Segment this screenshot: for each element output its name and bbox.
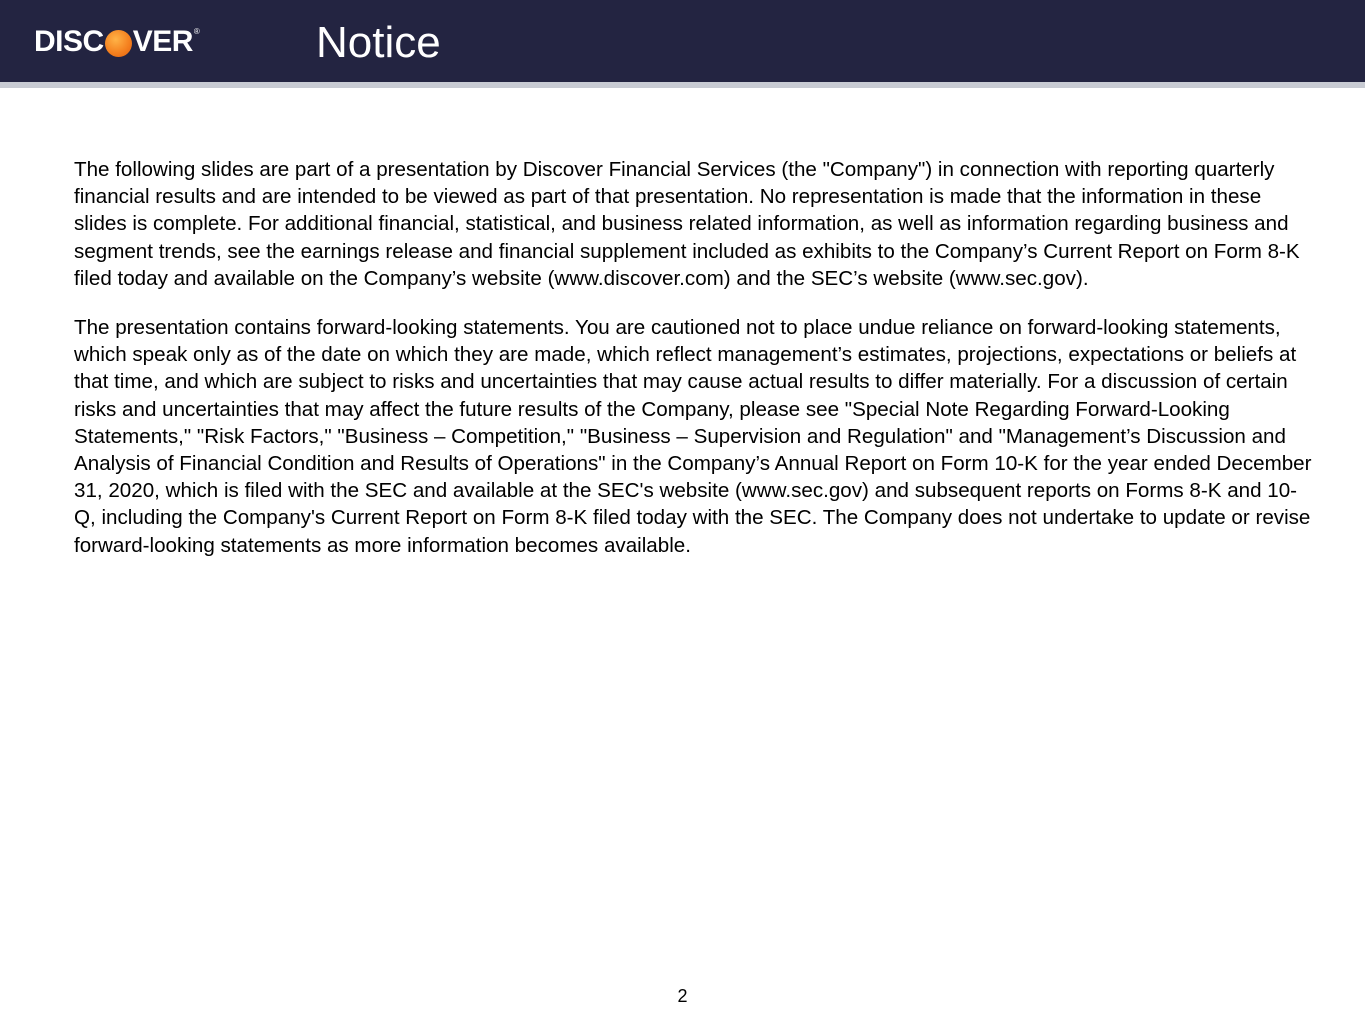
logo-registered-mark: ®	[193, 27, 200, 36]
notice-body	[74, 156, 1314, 581]
discover-logo	[34, 26, 199, 58]
paragraph-forward-looking-statements: The presentation contains forward-looking statements. You are cautioned not to place undue reliance on forward-looking statements, which speak only as of the date on which they are made, which reflect management’s estimates, projections, expectations or beliefs at that time, and which are subject to risks and uncertainties that may cause actual results to differ materially. For a discussion of certain risks and uncertainties that may affect the future results of the Company, please see "Special Note Regarding Forward-Looking Statements," "Risk Factors," "Business – Competition," "Business – Supervision and Regulation" and "Management’s Discussion and Analysis of Financial Condition and Results of Operations" in the Company’s Annual Report on Form 10-K for the year ended December 31, 2020, which is filed with the SEC and available at the SEC's website (www.sec.gov) and subsequent reports on Forms 8-K and 10-Q, including the Company's Current Report on Form 8-K filed today with the SEC. The Company does not undertake to update or revise forward-looking statements as more information becomes available.	[74, 316, 1312, 557]
header-bar	[0, 0, 1365, 82]
paragraph-presentation-disclaimer: The following slides are part of a presentation by Discover Financial Services (the "Company") in connection with reporting quarterly financial results and are intended to be viewed as part of that presentation. No representation is made that the information in these slides is complete. For additional financial, statistical, and business related information, as well as information regarding business and segment trends, see the earnings release and financial supplement included as exhibits to the Company’s Current Report on Form 8-K filed today and available on the Company’s website (www.discover.com) and the SEC’s website (www.sec.gov).	[74, 158, 1300, 290]
slide-title: Notice	[316, 18, 441, 67]
logo-text-start: DISC	[34, 25, 104, 58]
logo-orange-circle-icon	[105, 30, 132, 57]
logo-text-end: VER	[132, 25, 193, 58]
header-divider	[0, 82, 1365, 88]
page-number: 2	[677, 986, 688, 1006]
